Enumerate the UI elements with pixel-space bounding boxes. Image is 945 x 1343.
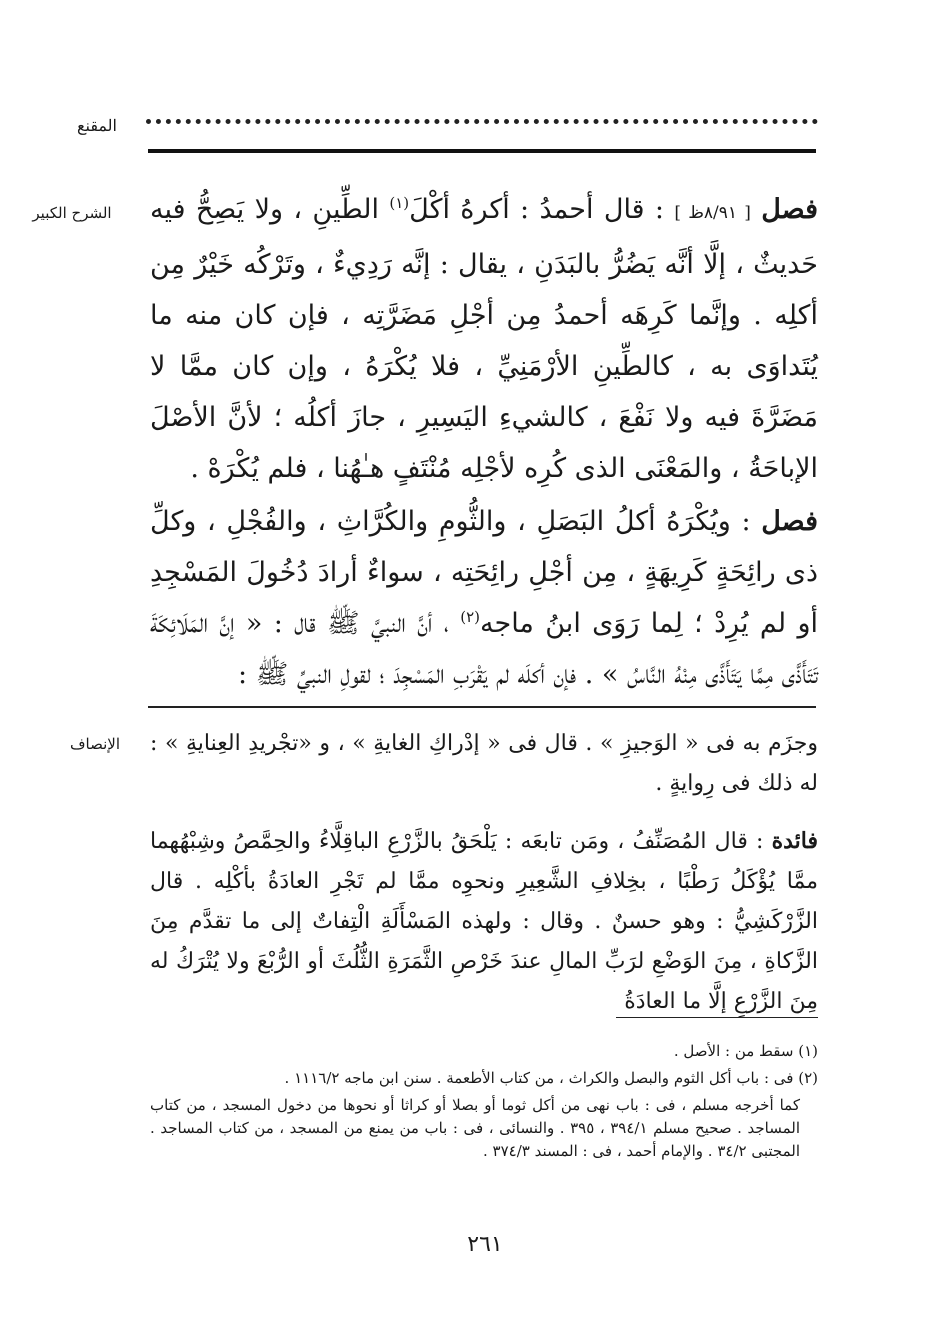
header-rule	[148, 149, 816, 153]
section-heading: فصل	[761, 194, 818, 225]
margin-label-sharh: الشرح الكبير	[32, 204, 112, 222]
insaf-paragraph	[150, 724, 818, 804]
footnotes	[150, 1040, 818, 1167]
header-dotted-leader	[146, 119, 818, 124]
paragraph-text: ، أنَّ النبيَّ ﷺ قال : « إنَّ المَلَائِكَةَ تَتَأَذَّى مِمَّا يَتَأَذَّى مِنْهُ النَّاسُ » . فإن أكلَه لم يَقْرَبِ المَسْجِدَ ؛ لقولِ النبيِّ ﷺ :	[150, 608, 818, 690]
paragraph-text: : قال أحمدُ : أكرهُ أكْلَ	[409, 194, 665, 225]
sharh-paragraph-fasl-1	[150, 184, 818, 494]
margin-label-insaf: الإنصاف	[69, 735, 121, 753]
footnote-ref: (٢)	[460, 608, 481, 626]
page-number: ٢٦١	[467, 1232, 503, 1257]
footnote-separator	[616, 1017, 818, 1018]
footnote: (١) سقط من : الأصل .	[673, 1042, 818, 1060]
section-divider	[148, 706, 816, 708]
sharh-paragraph-fasl-2	[150, 496, 818, 700]
manuscript-marker: [ ٨/٩١ظ ]	[674, 203, 751, 223]
paragraph-text: وجزَم به فى « الوَجيزِ » . قال فى « إدْراكِ الغايةِ » ، و «تجْريدِ العِنايةِ » : له ذلك فى رِوايةٍ .	[150, 731, 818, 796]
section-heading: فصل	[761, 506, 818, 537]
footnote-ref: (١)	[389, 194, 410, 212]
footnote: كما أخرجه مسلم ، فى : باب نهى من أكل ثوما أو بصلا أو كراثا أو نحوها من دخول المسجد ، من كتاب المساجد . صحيح مسلم ٣٩٤/١ ، ٣٩٥ . والنسائى ، فى : باب من يمنع من المسجد ، من كتاب المساجد . المجتبى ٣٤/٢ . والإمام أحمد ، فى : المسند ٣٧٤/٣ .	[150, 1096, 800, 1160]
paragraph-text: : ويُكْرَهُ أكلُ البَصَلِ ، والثُّومِ والكُرَّاثِ ، والفُجْلِ ، وكلِّ ذى رائِحَةٍ كَرِيهَةٍ ، مِن أجْلِ رائِحَتِه ، سواءٌ أرادَ دُخُولَ المَسْجِدِ أو لم يُرِدْ ؛ لِما رَوَى ابنُ ماجه	[150, 506, 819, 639]
footnote: (٢) فى : باب أكل الثوم والبصل والكراث ، من كتاب الأطعمة . سنن ابن ماجه ١١١٦/٢ .	[284, 1069, 818, 1087]
faida-heading: فائدة	[771, 828, 818, 854]
paragraph-text: : قال المُصَنِّفُ ، ومَن تابعَه : يَلْحَقُ بالزَّرْعِ الباقِلَّاءُ والحِمَّصُ وشِبْهُهما ممَّا يُؤْكَلُ رَطْبًا ، بخِلافِ الشَّعِيرِ ونحوِه ممَّا لم تَجْرِ العادَةُ بأكْلِه . قال الزَّرْكَشِيُّ : وهو حسنٌ . وقال : ولهذه المَسْأَلَةِ الْتِفاتٌ إلى ما تقدَّم مِنَ الزَّكاةِ ، مِنَ الوَضْعِ لرَبِّ المالِ عندَ خَرْصِ الثَّمَرَةِ الثُّلُثَ أو الرُّبْعَ ولا يُتْرَكُ له مِنَ الزَّرْعِ إلَّا ما العادَةُ	[150, 829, 818, 1014]
insaf-faida-paragraph	[150, 821, 818, 1022]
running-title: المقنع	[76, 116, 117, 135]
paragraph-text: الطِّينِ ، ولا يَصِحُّ فيه حَديثٌ ، إلَّا أنَّه يَضُرُّ بالبَدَنِ ، يقال : إنَّه رَدِيءٌ ، وتَرْكُه خَيْرٌ مِن أكلِه . وإنَّما كَرِهَه أحمدُ مِن أجْلِ مَضَرَّتِه ، فإن كان منه ما يُتَداوَى به ، كالطِّينِ الأرْمَنِيِّ ، فلا يُكْرَهُ ، وإن كان ممَّا لا مَضَرَّةَ فيه ولا نَفْعَ ، كالشيءِ اليَسِيرِ ، جازَ أكلُه ؛ لأنَّ الأصْلَ الإباحَةُ ، والمَعْنَى الذى كُرِه لأجْلِه مُنْتَفٍ هـٰهُنا ، فلم يُكْرَهْ .	[150, 194, 818, 484]
